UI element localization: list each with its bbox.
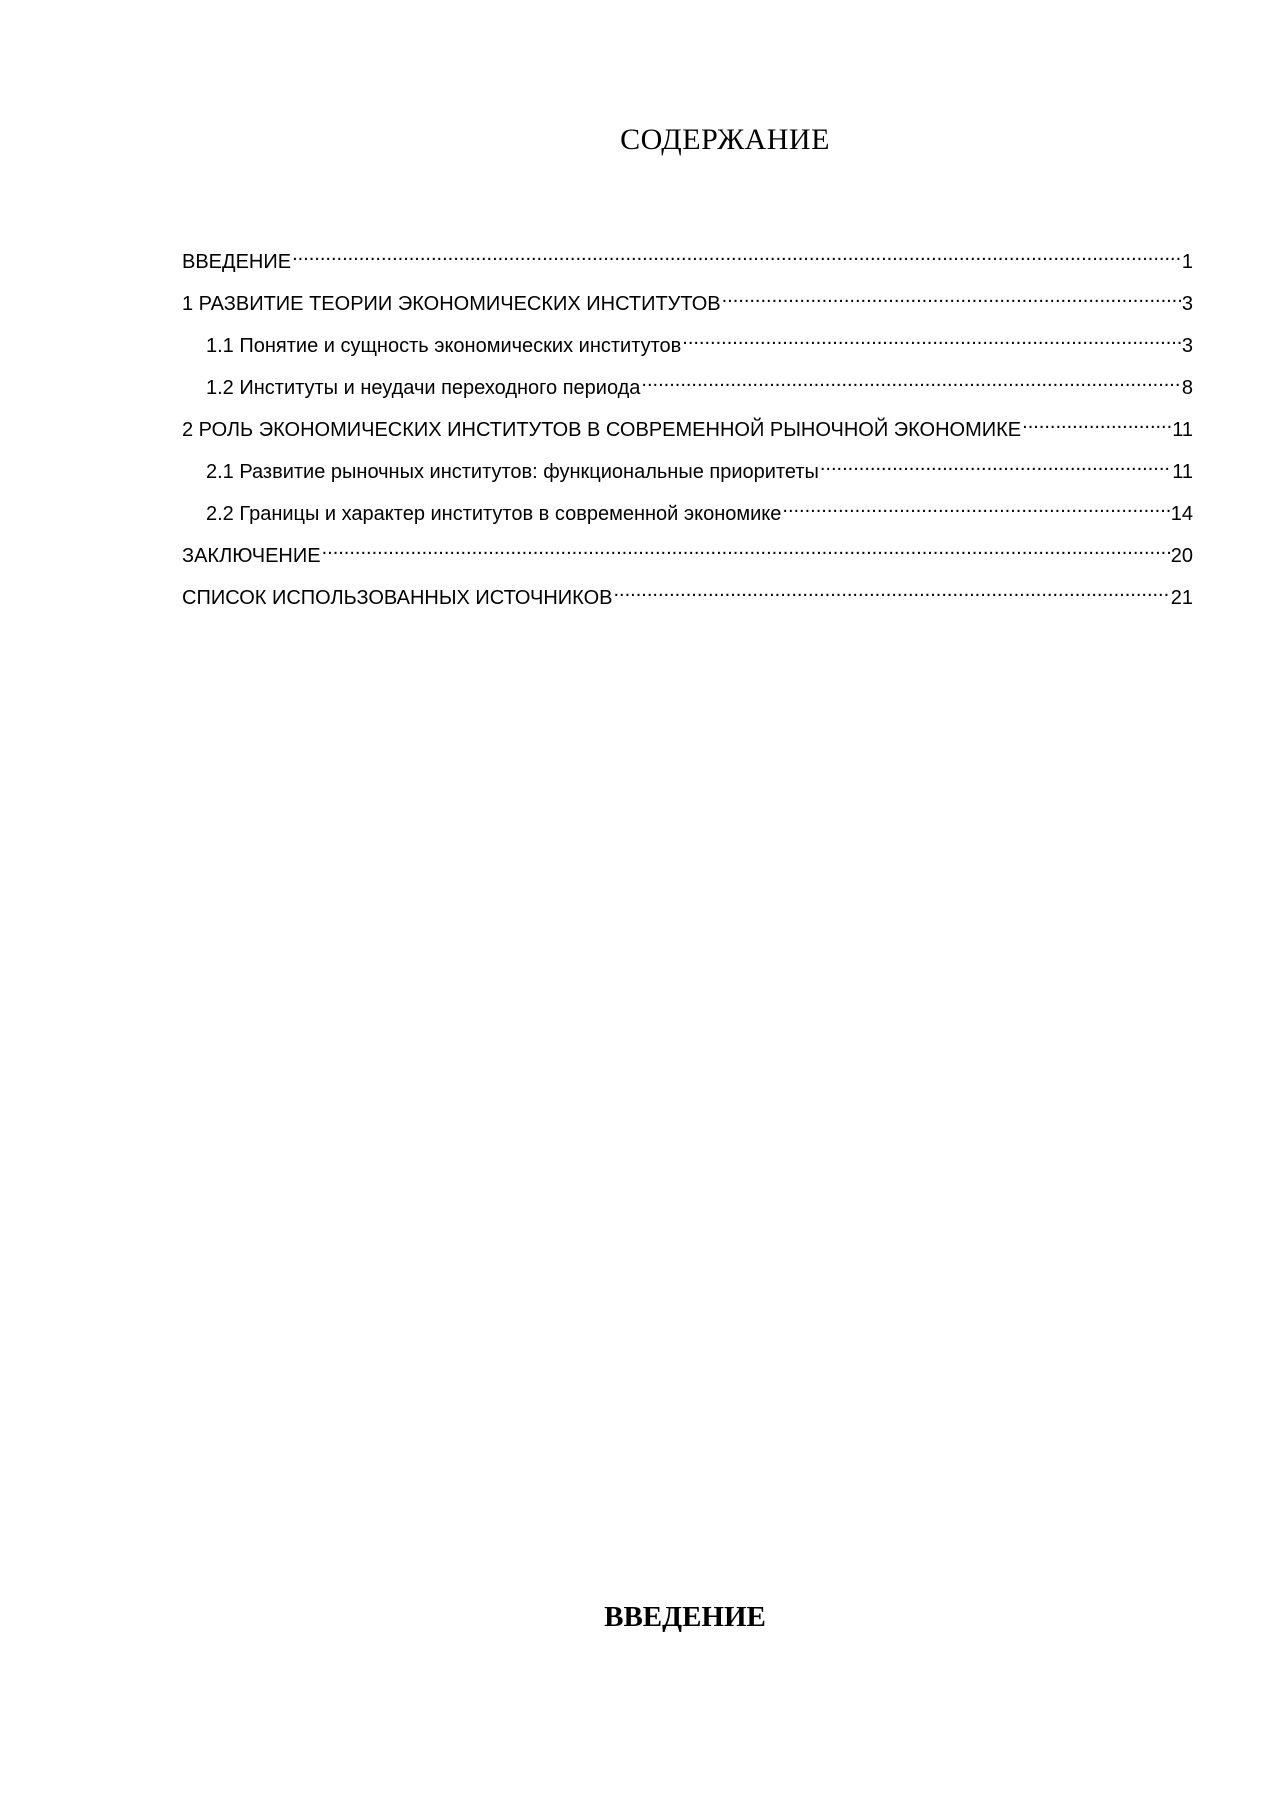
toc-entry-conclusion[interactable] (182, 534, 1193, 576)
toc-entry-page: 14 (1170, 503, 1193, 525)
toc-dot-leader (292, 240, 1181, 268)
toc-entry-page: 20 (1170, 545, 1193, 567)
section-heading-introduction: ВВЕДЕНИЕ (604, 1601, 766, 1633)
toc-entry-label: 2.1 Развитие рыночных институтов: функциональные приоритеты (206, 461, 819, 483)
toc-entry-label: СПИСОК ИСПОЛЬЗОВАННЫХ ИСТОЧНИКОВ (182, 587, 613, 609)
toc-dot-leader (782, 492, 1169, 520)
toc-entry-label: 2.2 Границы и характер институтов в современной экономике (206, 503, 782, 525)
table-of-contents (182, 240, 1193, 618)
toc-entry-label: 1.1 Понятие и сущность экономических институтов (206, 335, 682, 357)
toc-entry-page: 11 (1172, 461, 1193, 483)
toc-entry-page: 8 (1181, 377, 1193, 399)
toc-entry-section-2-2[interactable] (182, 492, 1193, 534)
toc-entry-section-1-1[interactable] (182, 324, 1193, 366)
toc-entry-page: 21 (1170, 587, 1193, 609)
toc-entry-introduction[interactable] (182, 240, 1193, 282)
toc-entry-references[interactable] (182, 576, 1193, 618)
toc-entry-section-1-2[interactable] (182, 366, 1193, 408)
toc-dot-leader (820, 450, 1171, 478)
toc-entry-chapter-1[interactable] (182, 282, 1193, 324)
toc-entry-chapter-2[interactable] (182, 408, 1193, 450)
toc-entry-page: 3 (1181, 293, 1193, 315)
toc-entry-page: 1 (1181, 251, 1193, 273)
toc-title: СОДЕРЖАНИЕ (620, 123, 830, 156)
toc-dot-leader (641, 366, 1180, 394)
toc-entry-page: 11 (1172, 419, 1193, 441)
toc-dot-leader (614, 576, 1170, 604)
toc-entry-page: 3 (1181, 335, 1193, 357)
toc-entry-label: 1.2 Институты и неудачи переходного периода (206, 377, 641, 399)
toc-entry-label: 2 РОЛЬ ЭКОНОМИЧЕСКИХ ИНСТИТУТОВ В СОВРЕМЕННОЙ РЫНОЧНОЙ ЭКОНОМИКЕ (182, 419, 1022, 441)
toc-dot-leader (1022, 408, 1171, 436)
toc-entry-label: ВВЕДЕНИЕ (182, 251, 292, 273)
toc-entry-label: ЗАКЛЮЧЕНИЕ (182, 545, 321, 567)
toc-dot-leader (722, 282, 1181, 310)
toc-dot-leader (682, 324, 1181, 352)
toc-entry-section-2-1[interactable] (182, 450, 1193, 492)
toc-dot-leader (322, 534, 1170, 562)
toc-entry-label: 1 РАЗВИТИЕ ТЕОРИИ ЭКОНОМИЧЕСКИХ ИНСТИТУТОВ (182, 293, 721, 315)
